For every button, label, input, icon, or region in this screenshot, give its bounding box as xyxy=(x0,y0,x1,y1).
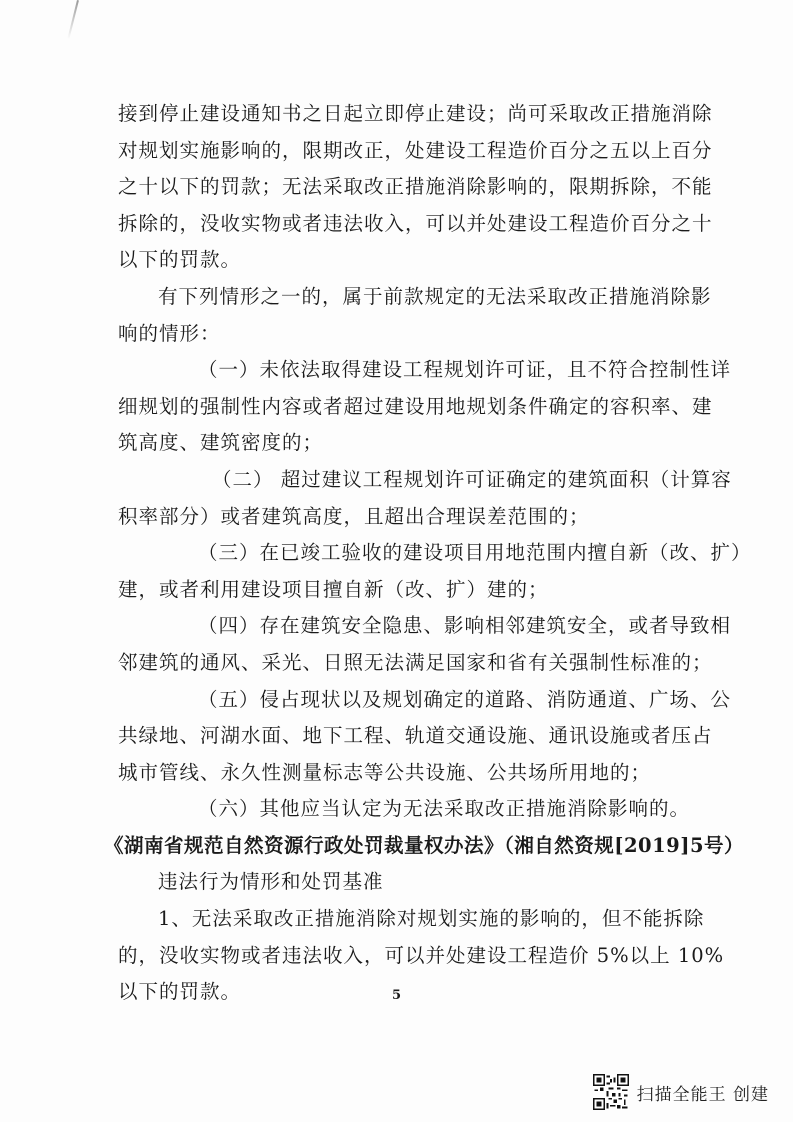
section-heading: 违法行为情形和处罚基准 xyxy=(158,870,384,894)
list-item-5-line: （五）侵占现状以及规划确定的道路、消防通道、广场、公 xyxy=(198,687,732,711)
list-item-6-line: （六）其他应当认定为无法采取改正措施消除影响的。 xyxy=(198,797,691,821)
qr-code-icon xyxy=(593,1074,629,1110)
body-line: 城市管线、永久性测量标志等公共设施、公共场所用地的； xyxy=(118,760,652,784)
body-line: 对规划实施影响的，限期改正，处建设工程造价百分之五以上百分 xyxy=(118,138,713,162)
paragraph-line: 1、无法采取改正措施消除对规划实施的影响的，但不能拆除 xyxy=(158,907,705,931)
body-line: 以下的罚款。 xyxy=(118,980,242,1004)
page-number: 5 xyxy=(391,988,402,1003)
regulation-title: 《湖南省规范自然资源行政处罚裁量权办法》（湘自然资规[2019]5号） xyxy=(104,833,745,857)
body-line: 之十以下的罚款；无法采取改正措施消除影响的，限期拆除，不能 xyxy=(118,175,713,199)
document-body xyxy=(104,96,752,1011)
scanner-watermark xyxy=(593,1074,769,1110)
body-line: 接到停止建设通知书之日起立即停止建设；尚可采取改正措施消除 xyxy=(118,102,713,125)
body-line: 积率部分）或者建筑高度，且超出合理误差范围的； xyxy=(118,504,590,528)
body-line: 以下的罚款。 xyxy=(118,248,242,272)
body-line: 的，没收实物或者违法收入，可以并处建设工程造价 5%以上 10% xyxy=(118,943,725,967)
list-item-3-line: （三）在已竣工验收的建设项目用地范围内擅自新（改、扩） xyxy=(198,541,752,565)
scan-artifact-line xyxy=(67,0,79,39)
body-line: 邻建筑的通风、采光、日照无法满足国家和省有关强制性标准的； xyxy=(118,650,713,674)
scanner-brand-text: 扫描全能王 创建 xyxy=(636,1084,769,1105)
body-line: 筑高度、建筑密度的； xyxy=(118,431,324,455)
body-line: 建，或者利用建设项目擅自新（改、扩）建的； xyxy=(118,577,549,601)
list-item-1-line: （一）未依法取得建设工程规划许可证，且不符合控制性详 xyxy=(198,358,732,382)
body-line: 响的情形： xyxy=(118,321,221,345)
paragraph-line: 有下列情形之一的，属于前款规定的无法采取改正措施消除影 xyxy=(158,284,712,308)
list-item-2-line: （二） 超过建议工程规划许可证确定的建筑面积（计算容 xyxy=(212,467,732,491)
body-line: 细规划的强制性内容或者超过建设用地规划条件确定的容积率、建 xyxy=(118,394,713,418)
body-line: 共绿地、河湖水面、地下工程、轨道交通设施、通讯设施或者压占 xyxy=(118,724,713,748)
body-line: 拆除的，没收实物或者违法收入，可以并处建设工程造价百分之十 xyxy=(118,211,713,235)
list-item-4-line: （四）存在建筑安全隐患、影响相邻建筑安全，或者导致相 xyxy=(198,614,732,638)
